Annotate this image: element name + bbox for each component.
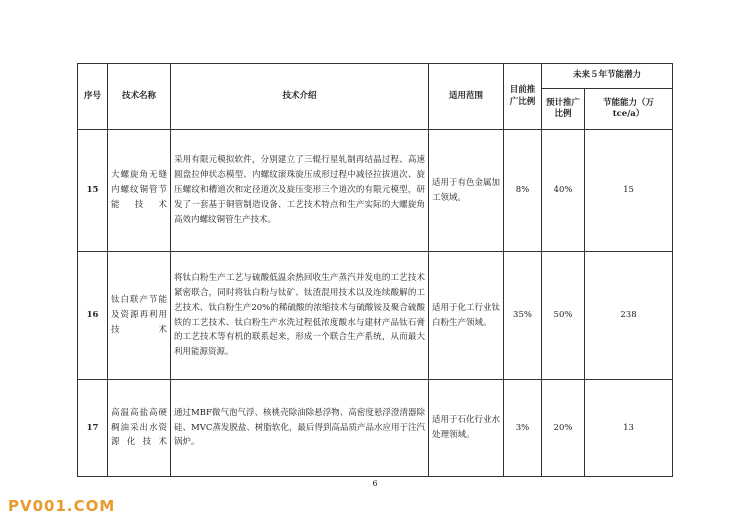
row-scope: 适用于化工行业钛白粉生产领域。 [429, 252, 504, 380]
row-current-ratio: 35% [504, 252, 542, 380]
row-tech-name: 钛白联产节能及资源再利用技术 [108, 252, 171, 380]
header-current-ratio: 目前推广比例 [504, 64, 542, 130]
row-scope: 适用于石化行业水处理领域。 [429, 380, 504, 477]
row-tech-name: 大螺旋角无缝内螺纹铜管节能技术 [108, 130, 171, 252]
row-saving-capacity: 13 [585, 380, 673, 477]
row-tech-intro: 将钛白粉生产工艺与硫酸低温余热回收生产蒸汽并发电的工艺技术紧密联合，同时将钛白粉与钛矿、钛渣混用技术以及连续酸解的工艺技术、钛白粉生产20%的稀硫酸的浓缩技术与硫酸铵及聚合硫酸铁的工艺技术、钛白粉生产水洗过程低浓度酸水与建材产品钛石膏的工艺技术等有机的联系起来，形成一个联合生产系统，从而最大利用能源资源。 [171, 252, 429, 380]
table-row [78, 380, 673, 477]
page-number: 6 [372, 479, 378, 488]
header-future-ratio: 预计推广比例 [542, 89, 585, 130]
table-row [78, 130, 673, 252]
header-saving-capacity: 节能能力（万 tce/a） [585, 89, 673, 130]
row-current-ratio: 8% [504, 130, 542, 252]
row-saving-capacity: 238 [585, 252, 673, 380]
watermark-logo: PV001.COM [8, 497, 116, 515]
row-future-ratio: 50% [542, 252, 585, 380]
header-future-group: 未来５年节能潜力 [542, 64, 673, 89]
row-tech-intro: 采用有限元模拟软件，分别建立了三辊行星轧制再结晶过程、高速圆盘拉伸状态模型、内螺纹滚珠旋压成形过程中减径拉拔道次、旋压螺纹和槽道次和定径道次及旋压变形三个道次的有限元模型，研发了一套基于铜管制造设备、工艺技术特点和生产实际的大螺旋角高效内螺纹铜管生产技术。 [171, 130, 429, 252]
row-current-ratio: 3% [504, 380, 542, 477]
header-scope: 适用范围 [429, 64, 504, 130]
header-seq: 序号 [78, 64, 108, 130]
technology-table [77, 63, 673, 477]
header-tech-name: 技术名称 [108, 64, 171, 130]
row-saving-capacity: 15 [585, 130, 673, 252]
row-future-ratio: 40% [542, 130, 585, 252]
row-tech-intro: 通过MBF微气泡气浮、核桃壳除油除悬浮物、高密度悬浮澄清器除硅、MVC蒸发脱盐、树脂软化，最后得到高品质产品水应用于注汽锅炉。 [171, 380, 429, 477]
row-tech-name: 高温高盐高硬稠油采出水资源化技术 [108, 380, 171, 477]
row-seq: 15 [78, 130, 108, 252]
table-row [78, 252, 673, 380]
row-future-ratio: 20% [542, 380, 585, 477]
header-tech-intro: 技术介绍 [171, 64, 429, 130]
table-header-row [78, 64, 673, 89]
row-seq: 17 [78, 380, 108, 477]
row-scope: 适用于有色金属加工领域。 [429, 130, 504, 252]
row-seq: 16 [78, 252, 108, 380]
